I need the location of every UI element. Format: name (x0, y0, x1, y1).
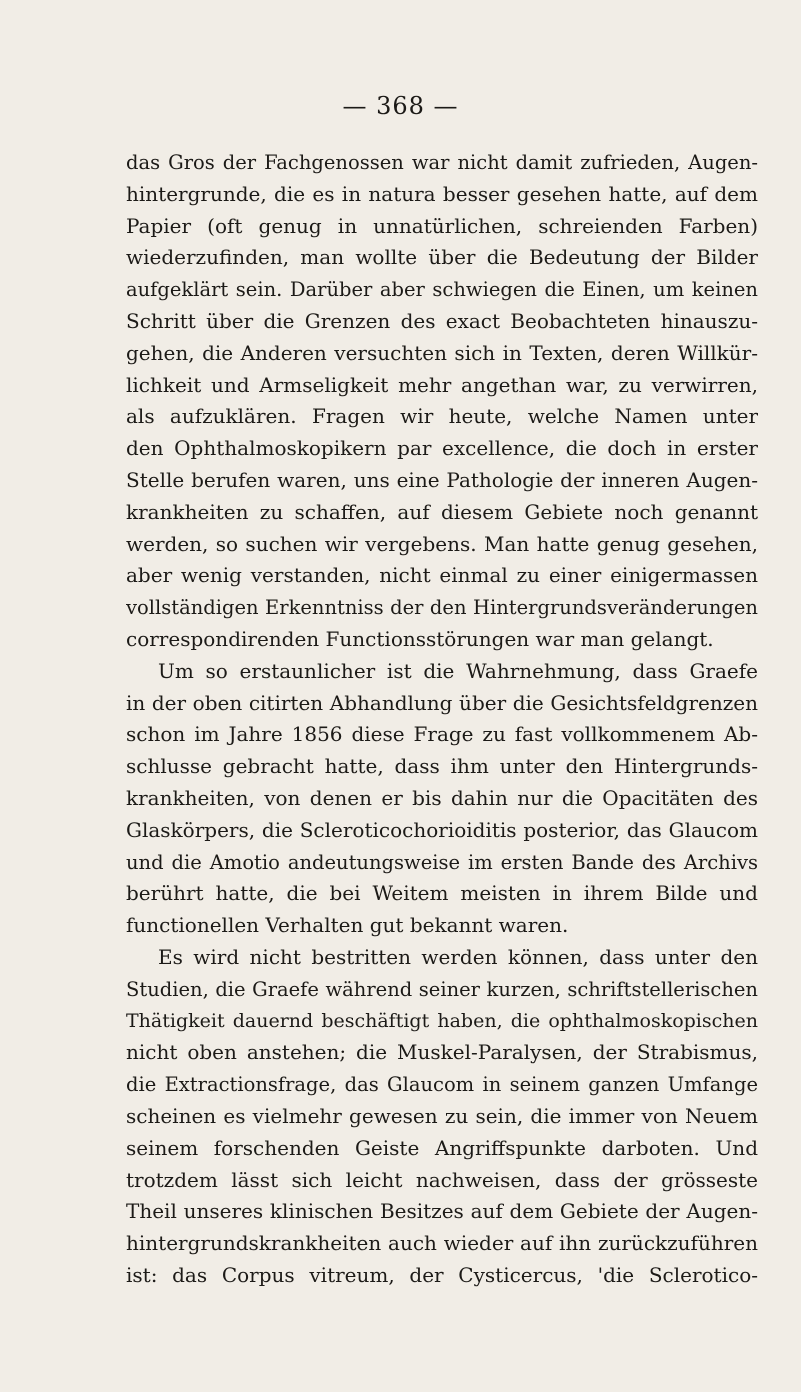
text-line: wiederzufinden, man wollte über die Bedeutung der Bilder (126, 245, 758, 270)
text-line: schlusse gebracht hatte, dass ihm unter den Hintergrunds- (126, 754, 758, 779)
text-line: das Gros der Fachgenossen war nicht damit zufrieden, Augen- (126, 151, 758, 174)
text-line: Studien, die Graefe während seiner kurzen, schriftstellerischen (126, 977, 758, 1001)
text-line: krankheiten zu schaffen, auf diesem Gebiete noch genannt (126, 499, 758, 524)
text-line: vollständigen Erkenntniss der den Hintergrundsveränderungen (126, 596, 758, 620)
text-line: aber wenig verstanden, nicht einmal zu einer einigermassen (126, 563, 758, 588)
text-line: Schritt über die Grenzen des exact Beobachteten hinauszu- (126, 308, 758, 333)
text-line: gehen, die Anderen versuchten sich in Texten, deren Willkür- (126, 340, 758, 365)
text-line: aufgeklärt sein. Darüber aber schwiegen die Einen, um keinen (126, 278, 758, 302)
text-line: scheinen es vielmehr gewesen zu sein, die immer von Neuem (126, 1103, 758, 1128)
text-line: Papier (oft genug in unnatürlichen, schreienden Farben) (126, 213, 758, 238)
text-line: hintergrunde, die es in natura besser gesehen hatte, auf dem (126, 181, 758, 206)
text-line: Es wird nicht bestritten werden können, dass unter den (158, 944, 758, 969)
text-line: als aufzuklären. Fragen wir heute, welche Namen unter (126, 404, 758, 429)
text-line: trotzdem lässt sich leicht nachweisen, dass der grösseste (126, 1167, 758, 1192)
text-line: in der oben citirten Abhandlung über die Gesichtsfeldgrenzen (126, 690, 758, 715)
text-line: nicht oben anstehen; die Muskel-Paralysen, der Strabismus, (126, 1040, 758, 1065)
text-line: schon im Jahre 1856 diese Frage zu fast vollkommenem Ab- (126, 722, 758, 747)
body-text (126, 147, 758, 1292)
text-line: functionellen Verhalten gut bekannt waren. (126, 913, 569, 938)
text-line: werden, so suchen wir vergebens. Man hatte genug gesehen, (126, 531, 758, 556)
text-line: Stelle berufen waren, uns eine Pathologie der inneren Augen- (126, 467, 758, 492)
text-line: Theil unseres klinischen Besitzes auf dem Gebiete der Augen- (126, 1199, 758, 1224)
text-line: Glaskörpers, die Scleroticochorioiditis posterior, das Glaucom (126, 817, 758, 842)
text-line: krankheiten, von denen er bis dahin nur die Opacitäten des (126, 785, 758, 810)
text-line: ist: das Corpus vitreum, der Cysticercus, 'die Sclerotico- (126, 1262, 758, 1287)
text-line: Thätigkeit dauernd beschäftigt haben, die ophthalmoskopischen (126, 1009, 758, 1032)
text-line: correspondirenden Functionsstörungen war man gelangt. (126, 626, 714, 651)
text-line: die Extractionsfrage, das Glaucom in seinem ganzen Umfange (126, 1073, 758, 1097)
text-line: den Ophthalmoskopikern par excellence, die doch in erster (126, 436, 758, 461)
page-number: — 368 — (342, 92, 459, 120)
text-line: lichkeit und Armseligkeit mehr angethan war, zu verwirren, (126, 372, 758, 397)
text-line: berührt hatte, die bei Weitem meisten in ihrem Bilde und (126, 881, 758, 906)
text-line: seinem forschenden Geiste Angriffspunkte darboten. Und (126, 1135, 758, 1160)
text-line: hintergrundskrankheiten auch wieder auf ihn zurückzuführen (126, 1231, 758, 1256)
text-line: und die Amotio andeutungsweise im ersten Bande des Archivs (126, 850, 758, 874)
text-line: Um so erstaunlicher ist die Wahrnehmung, dass Graefe (158, 658, 758, 683)
